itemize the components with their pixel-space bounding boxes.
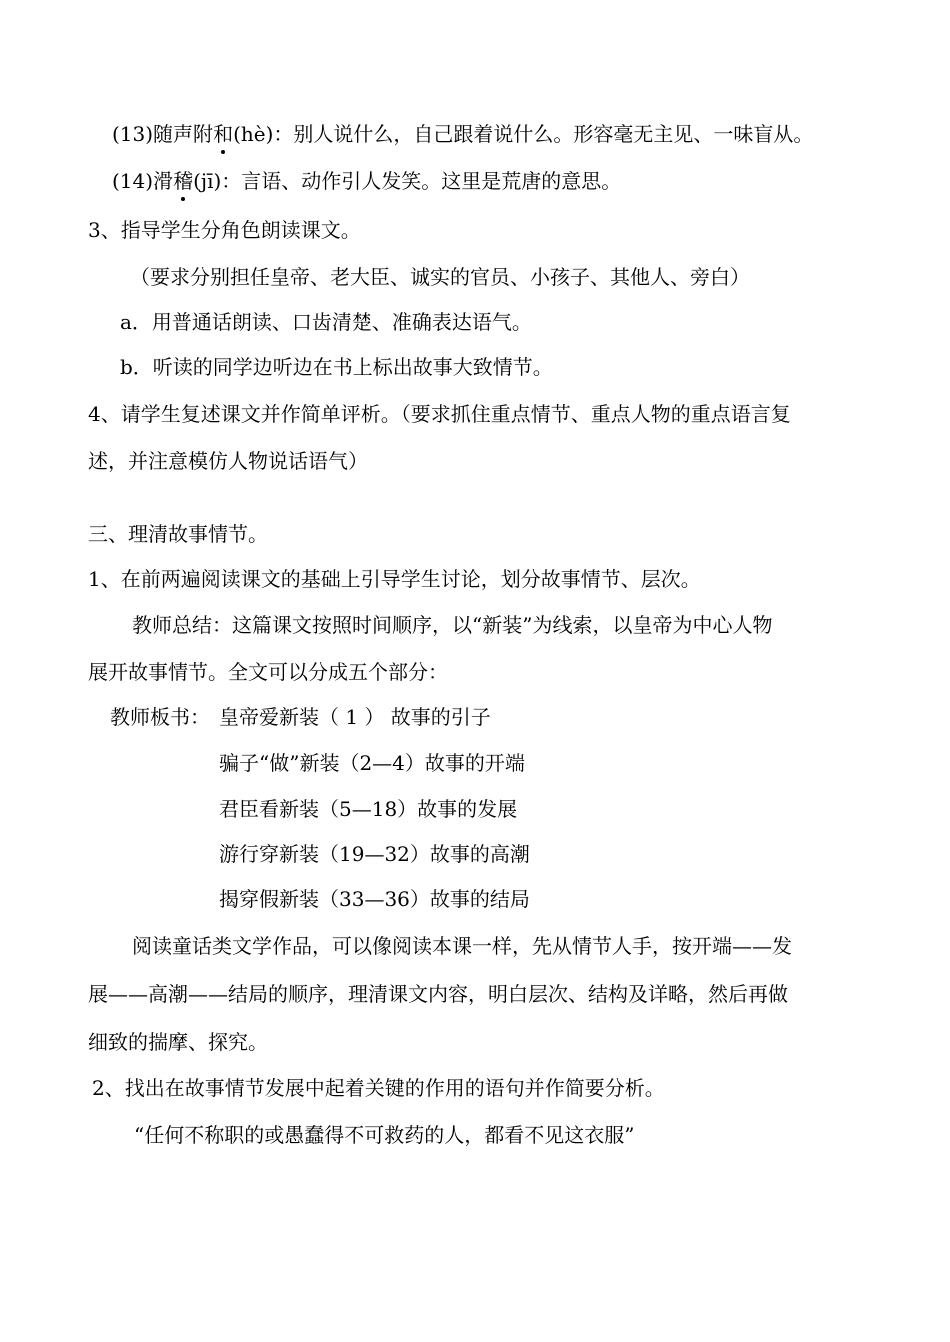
reading-paragraph-line-1: 阅读童话类文学作品，可以像阅读本课一样，先从情节人手，按开端——发 (132, 934, 792, 958)
vocab-14-definition: (jī)：言语、动作引人发笑。这里是荒唐的意思。 (193, 169, 622, 193)
section-4-line-1: 4、请学生复述课文并作简单评析。（要求抓住重点情节、重点人物的重点语言复 (88, 402, 791, 426)
vocab-item-14 (112, 167, 621, 195)
board-label: 教师板书： (110, 705, 210, 729)
vocab-14-prefix: (14)滑 (112, 169, 174, 193)
board-item-2: 骗子“做”新装（2—4）故事的开端 (219, 751, 525, 775)
point-1-title: 1、在前两遍阅读课文的基础上引导学生讨论，划分故事情节、层次。 (88, 567, 701, 591)
teacher-summary-line-2: 展开故事情节。全文可以分成五个部分： (88, 660, 448, 684)
teacher-summary-line-1: 教师总结：这篇课文按照时间顺序，以“新装”为线索，以皇帝为中心人物 (132, 613, 773, 637)
vocab-13-prefix: (13)随声附 (112, 122, 214, 146)
reading-paragraph-line-2: 展——高潮——结局的顺序，理清课文内容，明白层次、结构及详略，然后再做 (88, 982, 788, 1006)
vocab-13-definition: (hè)：别人说什么，自己跟着说什么。形容毫无主见、一味盲从。 (233, 122, 814, 146)
board-item-5: 揭穿假新装（33—36）故事的结局 (219, 887, 530, 911)
section-3-item-b: b．听读的同学边听边在书上标出故事大致情节。 (120, 355, 553, 379)
vocab-13-dotted-char: 和 (213, 122, 234, 146)
reading-paragraph-line-3: 细致的揣摩、探究。 (88, 1030, 268, 1054)
vocab-item-13 (112, 120, 813, 148)
board-item-4: 游行穿新装（19—32）故事的高潮 (219, 842, 530, 866)
part-3-heading: 三、理清故事情节。 (88, 522, 268, 546)
board-item-3: 君臣看新装（5—18）故事的发展 (219, 797, 518, 821)
key-quote: “任何不称职的或愚蠢得不可救药的人，都看不见这衣服” (134, 1123, 635, 1147)
vocab-14-dotted-char: 稽 (173, 169, 194, 193)
section-3-item-a: a．用普通话朗读、口齿清楚、准确表达语气。 (120, 310, 532, 334)
section-3-requirement: （要求分别担任皇帝、老大臣、诚实的官员、小孩子、其他人、旁白） (130, 265, 750, 289)
board-item-1: 皇帝爱新装（ 1 ） 故事的引子 (219, 705, 491, 729)
point-2-title: 2、找出在故事情节发展中起着关键的作用的语句并作简要分析。 (92, 1076, 665, 1100)
section-4-line-2: 述，并注意模仿人物说话语气） (88, 449, 368, 473)
section-3-title: 3、指导学生分角色朗读课文。 (88, 218, 361, 242)
